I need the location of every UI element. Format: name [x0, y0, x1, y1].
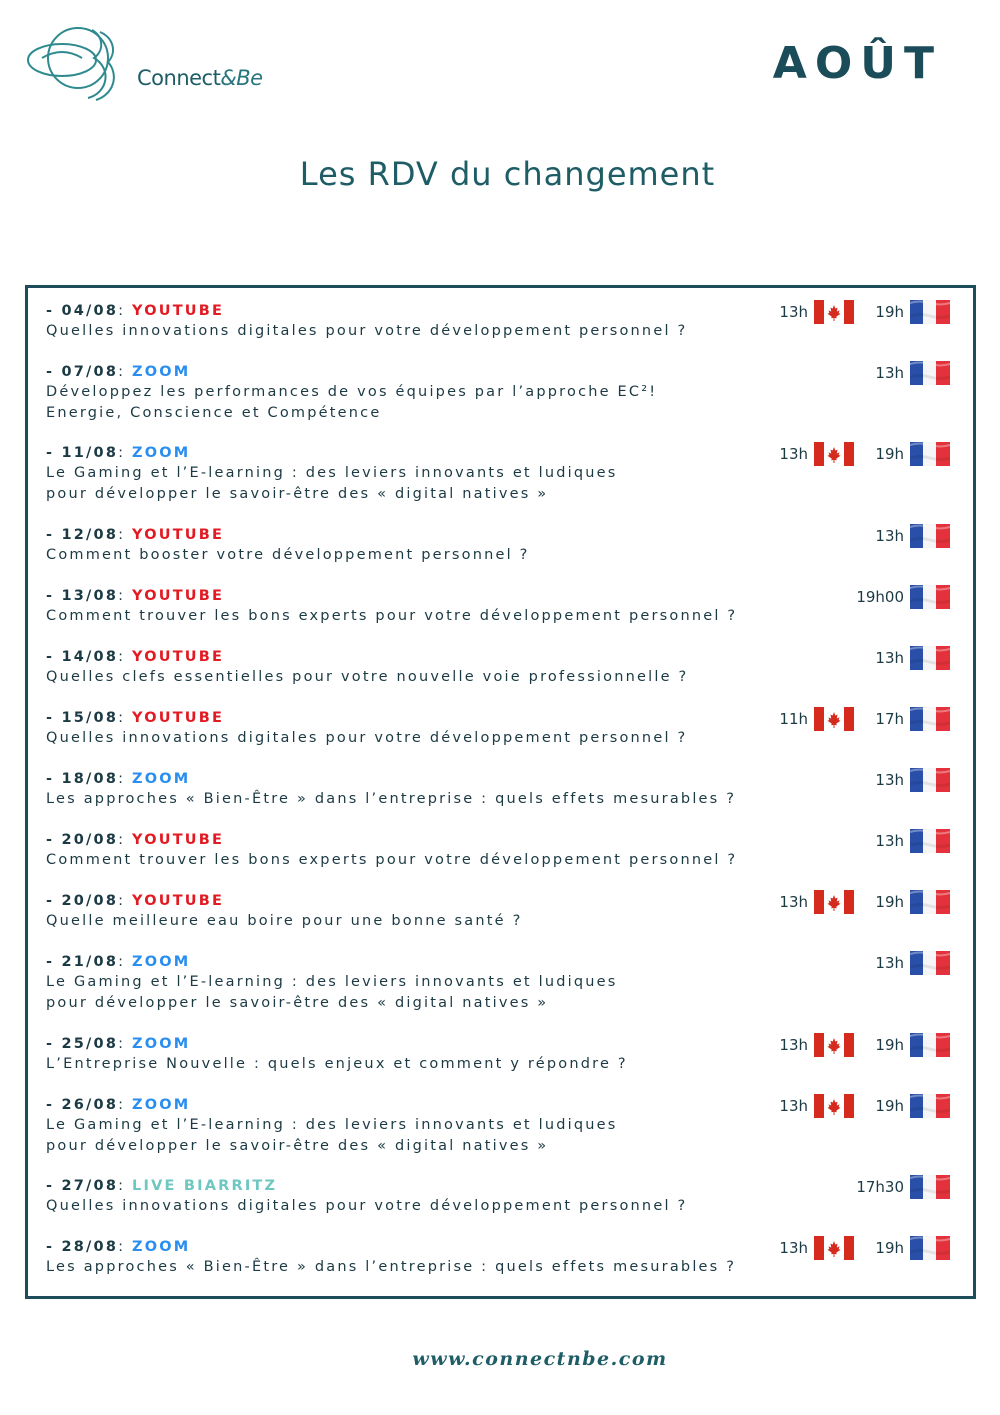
- event-header: - 11/08: ZOOM: [46, 445, 191, 461]
- france-flag-icon: [910, 646, 950, 670]
- page-subtitle: Les RDV du changement: [299, 155, 716, 193]
- event-header: - 14/08: YOUTUBE: [46, 649, 225, 665]
- event-description: Comment trouver les bons experts pour votre développement personnel ?: [46, 852, 738, 868]
- time-slot-fr: [842, 828, 950, 854]
- event-date: - 11/08: [46, 445, 119, 461]
- event-platform: YOUTUBE: [132, 832, 225, 848]
- event-date: - 27/08: [46, 1178, 119, 1194]
- canada-flag-icon: [814, 1094, 854, 1118]
- event-times: [46, 645, 966, 671]
- france-flag-icon: [910, 442, 950, 466]
- time-slot-fr: [842, 360, 950, 386]
- time-slot-fr: [842, 441, 950, 467]
- event-header: - 15/08: YOUTUBE: [46, 710, 225, 726]
- france-flag-icon: [910, 951, 950, 975]
- time-label: 13h: [779, 303, 808, 321]
- event-description: Les approches « Bien-Être » dans l’entreprise : quels effets mesurables ?: [46, 791, 737, 807]
- canada-flag-icon: [814, 1236, 854, 1260]
- event-item: [46, 891, 966, 932]
- time-slot-ca: [746, 1032, 854, 1058]
- time-label: 13h: [875, 771, 904, 789]
- brand-name: Connect&Be: [137, 66, 263, 90]
- event-times: [46, 1093, 966, 1119]
- event-item: [46, 1095, 966, 1156]
- event-times: [46, 767, 966, 793]
- event-platform: ZOOM: [132, 445, 191, 461]
- france-flag-icon: [910, 829, 950, 853]
- event-platform: YOUTUBE: [132, 303, 225, 319]
- event-item: [46, 525, 966, 566]
- time-slot-fr: [842, 645, 950, 671]
- event-times: [46, 828, 966, 854]
- event-platform: ZOOM: [132, 771, 191, 787]
- canada-flag-icon: [814, 300, 854, 324]
- event-description: Quelles innovations digitales pour votre développement personnel ?: [46, 1198, 688, 1214]
- time-label: 19h: [875, 1036, 904, 1054]
- france-flag-icon: [910, 524, 950, 548]
- event-date: - 26/08: [46, 1097, 119, 1113]
- time-slot-ca: [746, 1093, 854, 1119]
- canada-flag-icon: [814, 890, 854, 914]
- event-times: [46, 950, 966, 976]
- event-description: Energie, Conscience et Compétence: [46, 404, 382, 421]
- event-description: pour développer le savoir-être des « digital natives »: [46, 485, 549, 502]
- event-item: [46, 586, 966, 627]
- event-date: - 14/08: [46, 649, 119, 665]
- event-platform: ZOOM: [132, 1097, 191, 1113]
- event-header: - 07/08: ZOOM: [46, 364, 191, 380]
- france-flag-icon: [910, 300, 950, 324]
- event-description: Quelle meilleure eau boire pour une bonne santé ?: [46, 913, 523, 929]
- time-label: 13h: [875, 364, 904, 382]
- time-slot-fr: [842, 889, 950, 915]
- event-header: - 04/08: YOUTUBE: [46, 303, 225, 319]
- event-times: [46, 523, 966, 549]
- time-label: 19h: [875, 445, 904, 463]
- event-header: - 13/08: YOUTUBE: [46, 588, 225, 604]
- time-label: 19h: [875, 1097, 904, 1115]
- event-header: - 27/08: LIVE BIARRITZ: [46, 1178, 278, 1194]
- brand-logo-icon: [22, 18, 142, 108]
- event-date: - 15/08: [46, 710, 119, 726]
- event-description: pour développer le savoir-être des « digital natives »: [46, 994, 549, 1011]
- event-header: - 18/08: ZOOM: [46, 771, 191, 787]
- event-platform: YOUTUBE: [132, 893, 225, 909]
- website-link[interactable]: www.connectnbe.com: [412, 1348, 668, 1370]
- event-times: [46, 1174, 966, 1200]
- event-date: - 20/08: [46, 832, 119, 848]
- event-platform: ZOOM: [132, 1036, 191, 1052]
- event-times: [46, 1032, 966, 1058]
- event-date: - 28/08: [46, 1239, 119, 1255]
- time-slot-fr: [842, 706, 950, 732]
- event-header: - 21/08: ZOOM: [46, 954, 191, 970]
- event-description: Quelles innovations digitales pour votre développement personnel ?: [46, 323, 688, 339]
- event-item: [46, 1237, 966, 1278]
- event-item: [46, 769, 966, 810]
- event-header: - 28/08: ZOOM: [46, 1239, 191, 1255]
- time-label: 13h: [875, 527, 904, 545]
- time-label: 17h30: [856, 1178, 904, 1196]
- time-label: 13h: [779, 1239, 808, 1257]
- events-frame: [25, 285, 976, 1299]
- time-label: 13h: [875, 649, 904, 667]
- france-flag-icon: [910, 768, 950, 792]
- time-slot-ca: [746, 889, 854, 915]
- france-flag-icon: [910, 585, 950, 609]
- time-slot-fr: [842, 767, 950, 793]
- time-slot-fr: [842, 1235, 950, 1261]
- time-slot-fr: [842, 1032, 950, 1058]
- time-label: 19h: [875, 1239, 904, 1257]
- event-description: Quelles clefs essentielles pour votre nouvelle voie professionnelle ?: [46, 669, 689, 685]
- month-title: AOÛT: [772, 38, 942, 89]
- event-date: - 21/08: [46, 954, 119, 970]
- time-slot-ca: [746, 441, 854, 467]
- time-label: 19h00: [856, 588, 904, 606]
- event-description: Comment trouver les bons experts pour votre développement personnel ?: [46, 608, 738, 624]
- time-slot-fr: [842, 1174, 950, 1200]
- france-flag-icon: [910, 1094, 950, 1118]
- event-description: Développez les performances de vos équipes par l’approche EC²!: [46, 384, 658, 400]
- event-item: [46, 647, 966, 688]
- time-slot-fr: [842, 950, 950, 976]
- france-flag-icon: [910, 1175, 950, 1199]
- event-description: Le Gaming et l’E-learning : des leviers innovants et ludiques: [46, 1117, 618, 1133]
- event-item: [46, 362, 966, 423]
- event-description: Quelles innovations digitales pour votre développement personnel ?: [46, 730, 688, 746]
- event-times: [46, 889, 966, 915]
- france-flag-icon: [910, 707, 950, 731]
- time-label: 13h: [779, 1097, 808, 1115]
- event-platform: ZOOM: [132, 1239, 191, 1255]
- time-slot-fr: [842, 523, 950, 549]
- event-description: Le Gaming et l’E-learning : des leviers innovants et ludiques: [46, 974, 618, 990]
- event-item: [46, 1034, 966, 1075]
- time-label: 13h: [779, 1036, 808, 1054]
- event-date: - 13/08: [46, 588, 119, 604]
- france-flag-icon: [910, 1236, 950, 1260]
- france-flag-icon: [910, 361, 950, 385]
- event-header: - 25/08: ZOOM: [46, 1036, 191, 1052]
- event-times: [46, 299, 966, 325]
- time-label: 17h: [875, 710, 904, 728]
- time-slot-ca: [746, 1235, 854, 1261]
- event-description: pour développer le savoir-être des « digital natives »: [46, 1137, 549, 1154]
- event-date: - 12/08: [46, 527, 119, 543]
- time-slot-fr: [842, 299, 950, 325]
- event-item: [46, 1176, 966, 1217]
- event-platform: YOUTUBE: [132, 649, 225, 665]
- time-slot-ca: [746, 299, 854, 325]
- canada-flag-icon: [814, 442, 854, 466]
- event-date: - 20/08: [46, 893, 119, 909]
- event-description: L’Entreprise Nouvelle : quels enjeux et comment y répondre ?: [46, 1056, 628, 1072]
- brand-logo: [22, 18, 263, 108]
- france-flag-icon: [910, 1033, 950, 1057]
- time-label: 11h: [779, 710, 808, 728]
- event-platform: ZOOM: [132, 954, 191, 970]
- event-date: - 18/08: [46, 771, 119, 787]
- event-platform: YOUTUBE: [132, 588, 225, 604]
- event-description: Les approches « Bien-Être » dans l’entreprise : quels effets mesurables ?: [46, 1259, 737, 1275]
- event-times: [46, 706, 966, 732]
- event-item: [46, 443, 966, 504]
- event-header: - 12/08: YOUTUBE: [46, 527, 225, 543]
- event-times: [46, 584, 966, 610]
- time-label: 13h: [779, 893, 808, 911]
- event-header: - 20/08: YOUTUBE: [46, 832, 225, 848]
- event-platform: YOUTUBE: [132, 710, 225, 726]
- event-header: - 20/08: YOUTUBE: [46, 893, 225, 909]
- event-date: - 04/08: [46, 303, 119, 319]
- event-platform: YOUTUBE: [132, 527, 225, 543]
- event-description: Comment booster votre développement personnel ?: [46, 547, 530, 563]
- time-slot-fr: [842, 584, 950, 610]
- time-label: 19h: [875, 893, 904, 911]
- canada-flag-icon: [814, 707, 854, 731]
- time-label: 19h: [875, 303, 904, 321]
- event-platform: LIVE BIARRITZ: [132, 1178, 278, 1194]
- event-platform: ZOOM: [132, 364, 191, 380]
- event-description: Le Gaming et l’E-learning : des leviers innovants et ludiques: [46, 465, 618, 481]
- event-date: - 07/08: [46, 364, 119, 380]
- time-slot-fr: [842, 1093, 950, 1119]
- time-slot-ca: [746, 706, 854, 732]
- event-item: [46, 708, 966, 749]
- event-times: [46, 360, 966, 386]
- event-item: [46, 301, 966, 342]
- event-times: [46, 1235, 966, 1261]
- canada-flag-icon: [814, 1033, 854, 1057]
- event-date: - 25/08: [46, 1036, 119, 1052]
- time-label: 13h: [779, 445, 808, 463]
- event-item: [46, 830, 966, 871]
- time-label: 13h: [875, 832, 904, 850]
- event-times: [46, 441, 966, 467]
- france-flag-icon: [910, 890, 950, 914]
- time-label: 13h: [875, 954, 904, 972]
- event-header: - 26/08: ZOOM: [46, 1097, 191, 1113]
- event-item: [46, 952, 966, 1013]
